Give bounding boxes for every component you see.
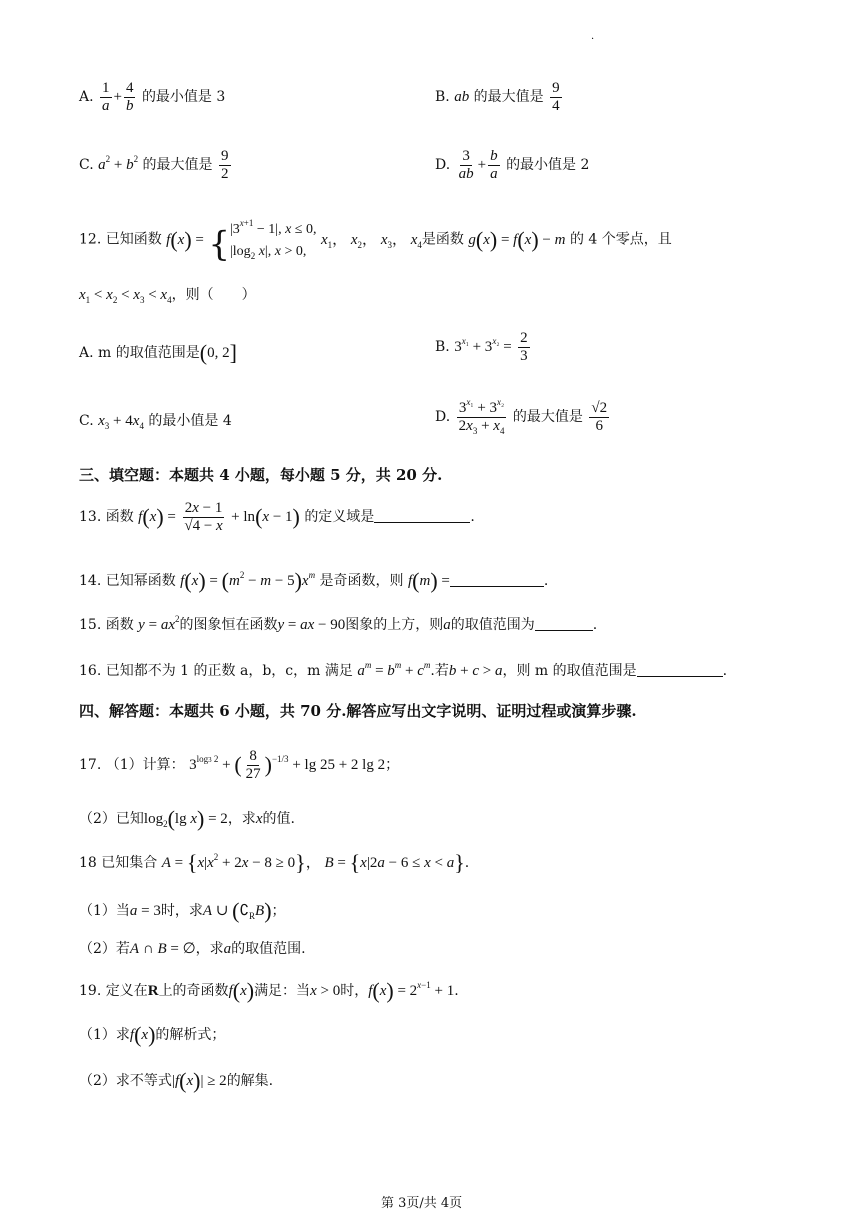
q18-part1: （1）当a = 3时，求A ∪ $(∁_RB)$； (79, 898, 286, 923)
section-3-heading: 三、填空题：本题共 4 小题，每小题 5 分，共 20 分. (79, 466, 443, 484)
q11-option-b: B. ab 的最大值是 $\frac{9}{4}$ (435, 80, 560, 114)
q12-option-d: D. $\frac{3^{x_1} + 3^{x_2}}{2x_3 + x_4}$ 的最大值是 $\frac{√2}{6}$ (435, 397, 608, 436)
q12-condition: $x_1 < x_2 < x_3 < x_4$，则（ ） (79, 287, 256, 305)
q15: 15. 函数 $y = ax^2$的图象恒在函数y = ax − 90图象的上方，则a的取值范围为 . (79, 614, 598, 633)
q12-option-c: C. $x_3 + 4x_4$ 的最小值是 4 (79, 413, 232, 431)
q11-option-c: C. $a^2 + b^2$ 的最大值是 $\frac{9}{2}$ (79, 148, 229, 182)
q12-option-b: B. $3^{x_1} + 3^{x_2}$ = $\frac{2}{3}$ (435, 330, 528, 364)
q11-option-d: D. $\frac{3}{ab}$ + $\frac{b}{a}$ 的最小值是 2 (435, 148, 590, 182)
q19-part1: （1）求f(x)的解析式； (79, 1022, 226, 1047)
q18-part2: （2）若A ∩ B = ∅，求a的取值范围. (79, 941, 306, 957)
q19-stem: 19. 定义在R上的奇函数f(x)满足：当x > 0时，$f(x) = 2^{x-1} + 1$. (79, 978, 459, 1003)
q11-option-a: A. $\frac{1}{a}$ + $\frac{4}{b}$ 的最小值是 3 (79, 80, 226, 114)
q17-part2: （2）已知$\log_2(\lg$ x) = 2，求x的值. (79, 806, 295, 831)
q17-part1: 17. （1）计算： $3^{log3 2}$ + ( $\frac{8}{27}$ )$^{-1/3}$ + lg 25 + 2 lg 2； (79, 748, 400, 782)
page-footer: 第 3页/共 4页 (381, 1196, 463, 1211)
q16: 16. 已知都不为 1 的正数 a，b，c，m 满足 $a^m = b^m + c^m$.若b + c > a，则 m 的取值范围是 . (79, 660, 728, 679)
q12-option-a: A. m 的取值范围是(0, 2] (79, 340, 237, 365)
section-4-heading: 四、解答题：本题共 6 小题，共 70 分.解答应写出文字说明、证明过程或演算步骤. (79, 702, 637, 720)
q19-part2: （2）求不等式|f(x)| ≥ 2的解集. (79, 1068, 274, 1093)
q12-stem: 12. 已知函数 f(x) = { $|3^{x+1} - 1|$, x ≤ 0, $|\log_2$ x|, x > 0, $x_1$， $x_2$， $x_3$， $x_4$是函数 g(x) = f(x) − m 的 4 个零点，且 (79, 218, 672, 265)
corner-mark: · (591, 34, 595, 45)
q14: 14. 已知幂函数 $f(x) = (m^2 - m - 5)x^m$ 是奇函数，则 f(m) = . (79, 568, 549, 593)
q18-stem: 18 已知集合 $A = \{x|x^2 + 2x - 8 \ge 0\}$， B = {x|2a − 6 ≤ x < a}. (79, 850, 470, 875)
q13: 13. 函数 f(x) = $\frac{2x - 1}{√4 - x}$ + ln(x − 1) 的定义域是 . (79, 500, 475, 534)
